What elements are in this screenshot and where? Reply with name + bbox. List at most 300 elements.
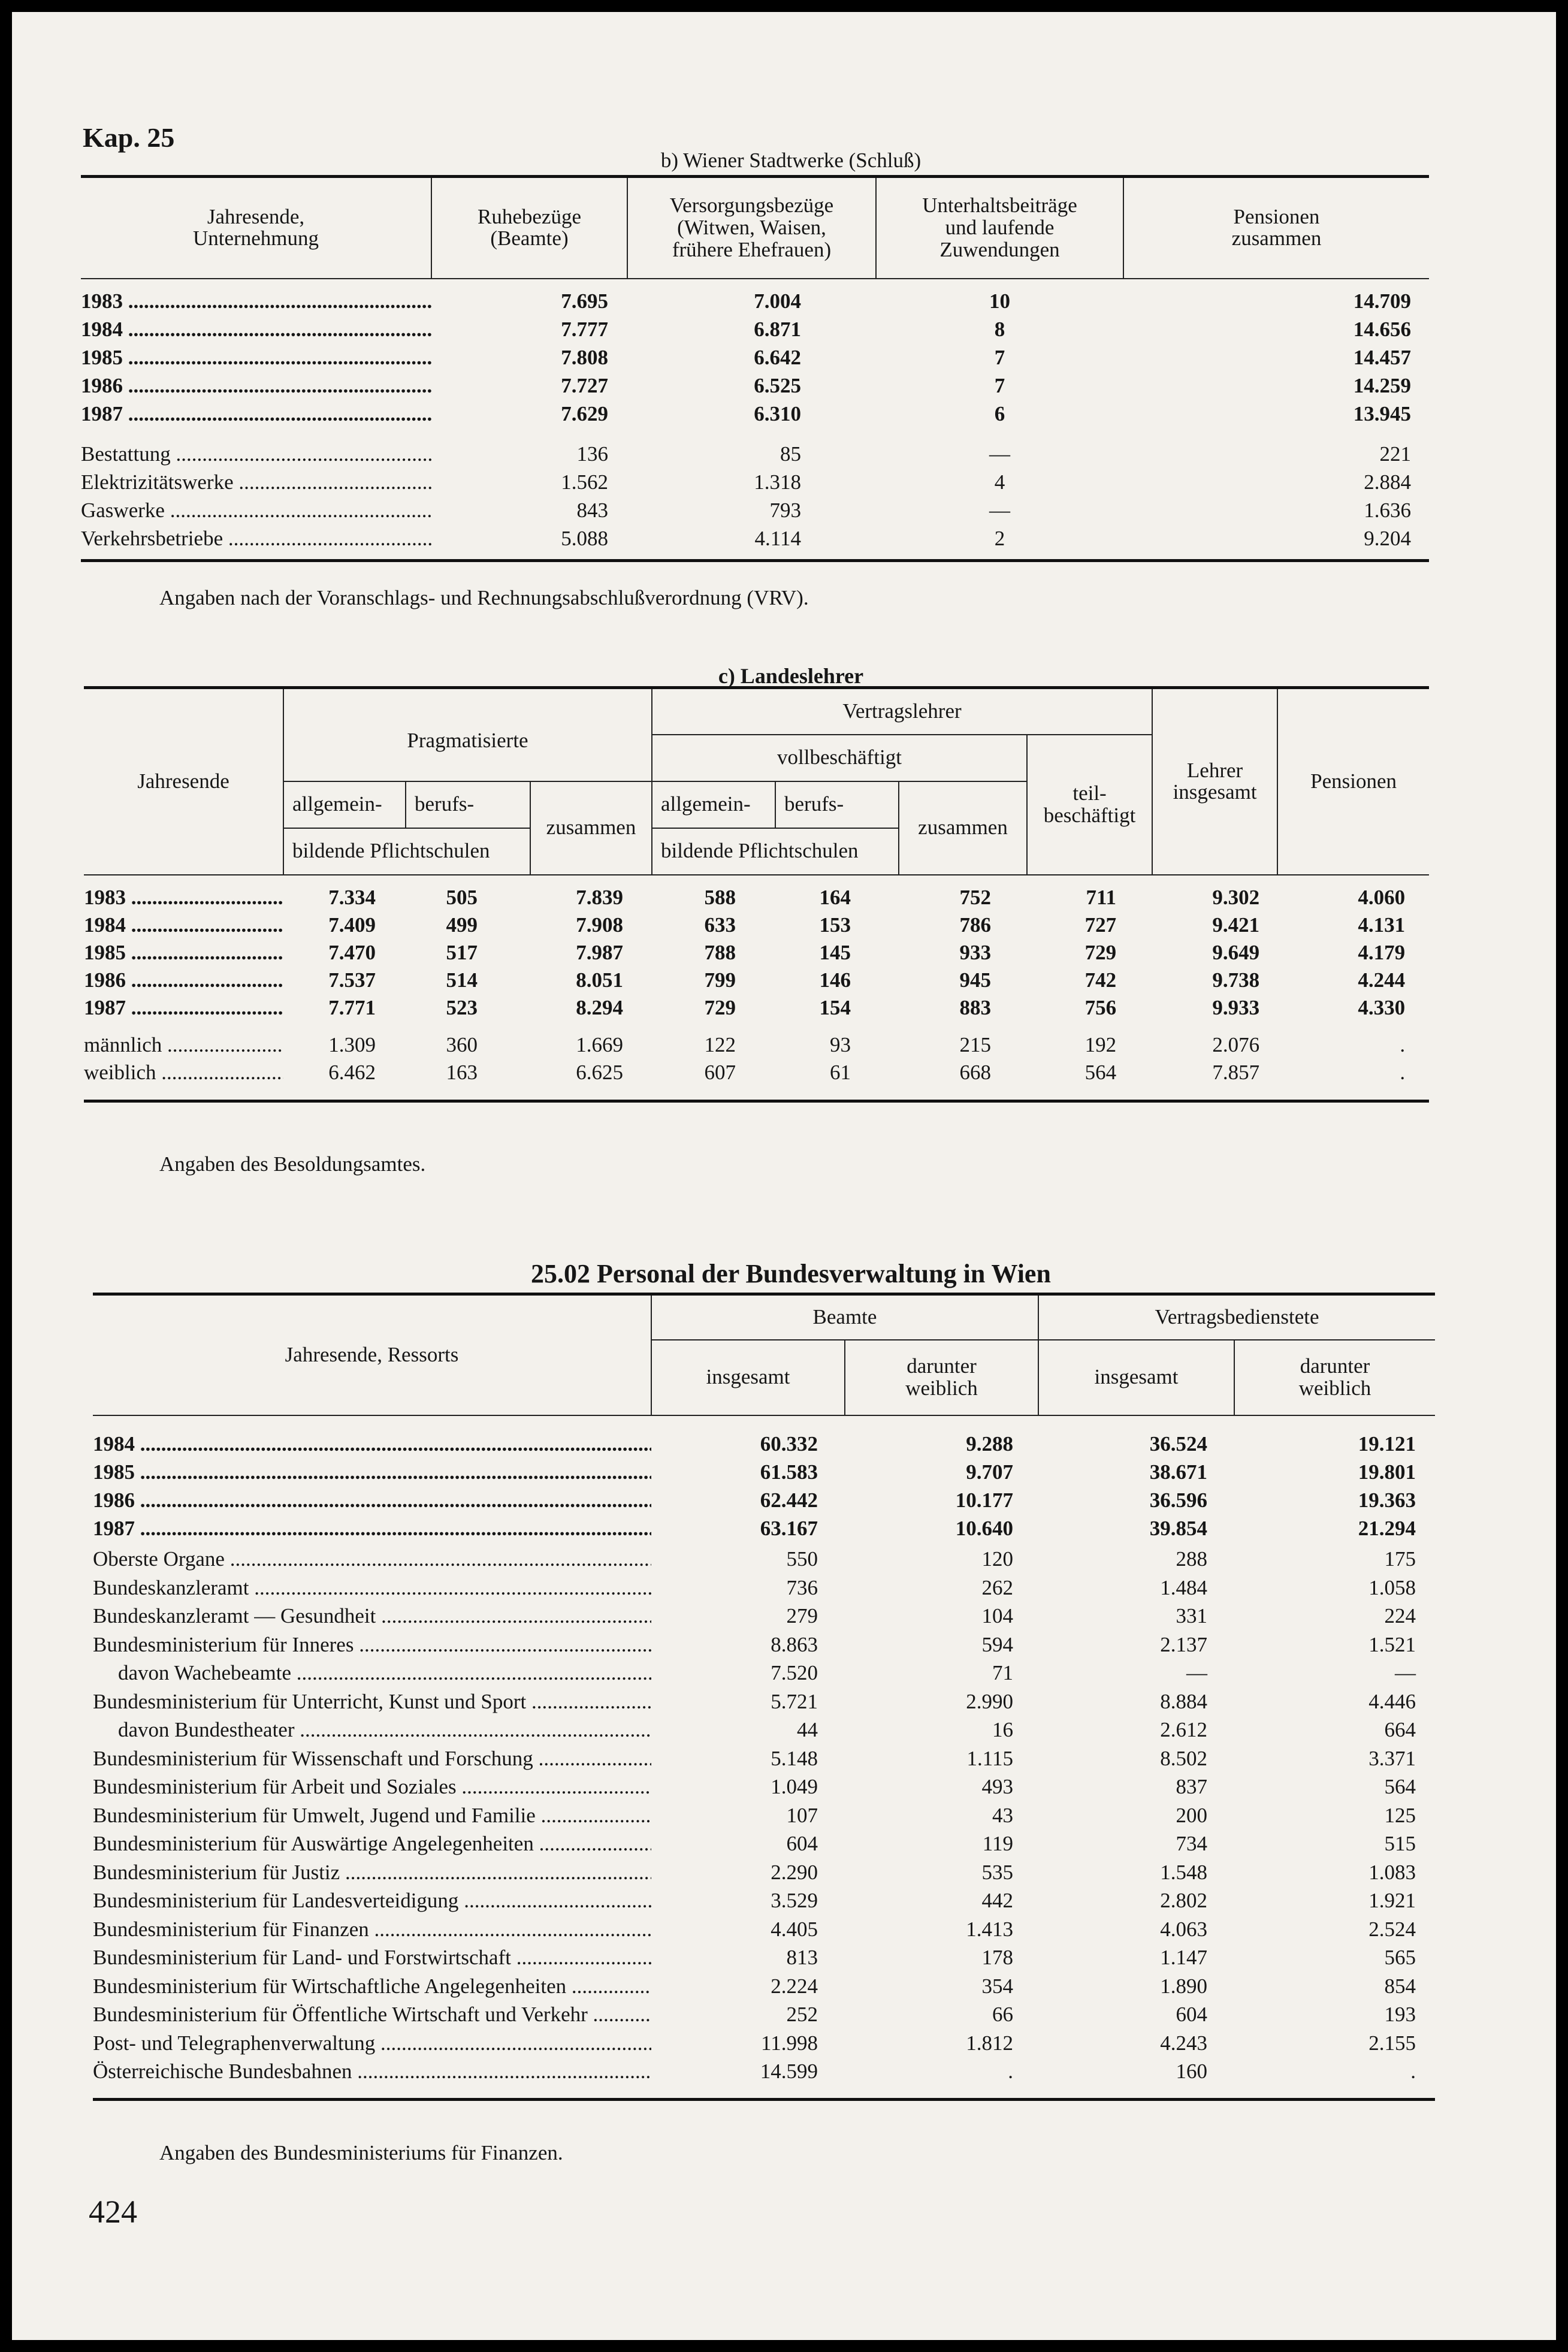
- table-cell: 7.004: [754, 289, 801, 313]
- col-header-teilbeschaeftigt: teil- beschäftigt: [1027, 735, 1152, 875]
- chapter-label: Kap. 25: [83, 122, 175, 153]
- table-cell: 4.060: [1358, 885, 1406, 909]
- table-cell: 146: [819, 968, 851, 992]
- table-cell: 6.642: [754, 346, 801, 369]
- table-row: [93, 1801, 1435, 1830]
- table-cell: 60.332: [760, 1432, 818, 1456]
- table-cell: 1.484: [1160, 1575, 1207, 1599]
- table-cell: 1.049: [771, 1775, 818, 1799]
- table-cell: 153: [819, 913, 851, 937]
- table-cell: 61.583: [760, 1460, 818, 1484]
- table-cell: 9.707: [966, 1460, 1013, 1484]
- table-cell: 16: [992, 1718, 1013, 1742]
- table-cell: 14.709: [1353, 289, 1411, 313]
- row-label: Bundesministerium für Land- und Forstwirtschaft .....: [93, 1944, 651, 1973]
- table-cell: 193: [1384, 2003, 1416, 2027]
- table-cell: —: [989, 442, 1010, 466]
- table-cell: 8.051: [576, 968, 624, 992]
- row-label: 1987 .....: [93, 1515, 651, 1543]
- table-cell: 4.330: [1358, 995, 1406, 1019]
- table-cell: 1.669: [576, 1032, 624, 1056]
- table-cell: 6.525: [754, 374, 801, 397]
- table-cell: 19.363: [1358, 1489, 1416, 1512]
- table-cell: 44: [797, 1718, 818, 1742]
- table-cell: 14.656: [1353, 318, 1411, 341]
- col-header-vertragslehrer: Vertragslehrer: [652, 688, 1152, 735]
- table-cell: 813: [786, 1946, 818, 1970]
- table-cell: 2.524: [1368, 1917, 1416, 1941]
- table-cell: 7.629: [561, 402, 608, 425]
- table-cell: —: [989, 499, 1010, 522]
- table-cell: 4.063: [1160, 1917, 1207, 1941]
- table-cell: 7.857: [1212, 1060, 1260, 1084]
- table-cell: 164: [819, 885, 851, 909]
- table-cell: 5.088: [561, 527, 608, 550]
- col-header-beamte: Beamte: [651, 1294, 1038, 1340]
- table-cell: 2.802: [1160, 1889, 1207, 1913]
- table-row: [84, 939, 1429, 967]
- table-cell: 93: [830, 1032, 851, 1056]
- table-cell: 10.177: [955, 1489, 1013, 1512]
- table-cell: 565: [1384, 1946, 1416, 1970]
- row-label: Bundesministerium für Finanzen .....: [93, 1915, 651, 1944]
- table-cell: 729: [1084, 940, 1117, 964]
- table-cell: 515: [1384, 1832, 1416, 1856]
- table-cell: 4.446: [1368, 1689, 1416, 1713]
- table-cell: 6.310: [754, 402, 801, 425]
- row-label: 1984 .....: [93, 1430, 651, 1459]
- table-cell: 5.721: [771, 1689, 818, 1713]
- table-cell: 38.671: [1149, 1460, 1207, 1484]
- table-cell: 2.290: [771, 1860, 818, 1884]
- table-cell: 119: [982, 1832, 1013, 1856]
- table-cell: 36.524: [1149, 1432, 1207, 1456]
- table-cell: 13.945: [1353, 402, 1411, 425]
- table-cell: 11.998: [761, 2031, 818, 2055]
- row-label: Bundeskanzleramt .....: [93, 1574, 651, 1602]
- table-cell: 604: [1176, 2003, 1207, 2027]
- table-cell: 514: [446, 968, 478, 992]
- table-row: [81, 344, 1429, 372]
- table-cell: 564: [1084, 1060, 1117, 1084]
- col-header-insgesamt: insgesamt: [1038, 1340, 1234, 1415]
- table-row: [81, 525, 1429, 553]
- col-header-zusammen: zusammen: [899, 781, 1027, 875]
- row-label: Bundesministerium für Inneres .....: [93, 1631, 651, 1659]
- table-cell: 7.908: [576, 913, 624, 937]
- table-cell: 262: [981, 1575, 1013, 1599]
- table-cell: 200: [1176, 1803, 1207, 1827]
- table-cell: 6: [994, 402, 1005, 425]
- table-cell: 71: [992, 1661, 1013, 1685]
- table-row: [84, 994, 1429, 1022]
- table-cell: 523: [446, 995, 478, 1019]
- table-cell: 505: [446, 885, 478, 909]
- row-label: davon Bundestheater .....: [93, 1716, 651, 1745]
- col-header: Ruhebezüge (Beamte): [431, 177, 627, 279]
- table-cell: 4.243: [1160, 2031, 1207, 2055]
- table-cell: 742: [1084, 968, 1117, 992]
- table-cell: 756: [1084, 995, 1117, 1019]
- row-label: weiblich .....: [84, 1059, 283, 1086]
- col-header-pragmatisierte: Pragmatisierte: [283, 688, 652, 781]
- table-cell: 8: [994, 318, 1005, 341]
- row-label: männlich .....: [84, 1031, 283, 1059]
- table-cell: 1.147: [1160, 1946, 1207, 1970]
- table-cell: 854: [1384, 1974, 1416, 1998]
- col-header-insgesamt: insgesamt: [651, 1340, 845, 1415]
- row-label: Bundesministerium für Öffentliche Wirtschaft und Verkehr .....: [93, 2001, 651, 2030]
- row-label: 1984 .....: [84, 911, 283, 939]
- table-cell: 752: [959, 885, 992, 909]
- table-cell: 7.695: [561, 289, 608, 313]
- table-cell: 163: [446, 1060, 478, 1084]
- table-cell: 2: [994, 527, 1005, 550]
- table-cell: 1.636: [1364, 499, 1411, 522]
- table-row: [81, 288, 1429, 316]
- table-cell: 14.457: [1353, 346, 1411, 369]
- table-cell: 7.537: [328, 968, 376, 992]
- table-cell: 7.777: [561, 318, 608, 341]
- table-row: [84, 967, 1429, 994]
- table-cell: 5.148: [771, 1746, 818, 1770]
- table-cell: 360: [446, 1032, 478, 1056]
- table-cell: 8.863: [771, 1632, 818, 1656]
- table-row: [93, 1459, 1435, 1487]
- table-cell: 1.083: [1368, 1860, 1416, 1884]
- table-cell: 288: [1176, 1547, 1207, 1571]
- col-header-ressorts: Jahresende, Ressorts: [93, 1294, 651, 1415]
- table-cell: 9.204: [1364, 527, 1411, 550]
- table-cell: 2.155: [1368, 2031, 1416, 2055]
- table-cell: 788: [704, 940, 736, 964]
- row-label: Bundeskanzleramt — Gesundheit .....: [93, 1602, 651, 1631]
- table-cell: 727: [1084, 913, 1117, 937]
- table-row: [93, 1659, 1435, 1688]
- table-cell: 120: [981, 1547, 1013, 1571]
- table-cell: 9.421: [1212, 913, 1260, 937]
- table-cell: 442: [981, 1889, 1013, 1913]
- table-row: [81, 469, 1429, 497]
- table-cell: 1.548: [1160, 1860, 1207, 1884]
- table-row: [81, 497, 1429, 525]
- table-cell: 136: [576, 442, 608, 466]
- table-row: [93, 2058, 1435, 2087]
- col-header-darunter-weiblich: darunter weiblich: [1234, 1340, 1435, 1415]
- table-cell: 734: [1176, 1832, 1207, 1856]
- col-header-bildende: bildende Pflichtschulen: [283, 828, 530, 875]
- table-cell: 62.442: [760, 1489, 818, 1512]
- table-cell: .: [1008, 2060, 1013, 2084]
- table-cell: 633: [704, 913, 736, 937]
- table-cell: 3.371: [1368, 1746, 1416, 1770]
- table-cell: 2.137: [1160, 1632, 1207, 1656]
- table-cell: 1.115: [966, 1746, 1013, 1770]
- table-cell: 2.076: [1212, 1032, 1260, 1056]
- table-cell: 331: [1176, 1604, 1207, 1628]
- table-cell: 107: [786, 1803, 818, 1827]
- table-cell: 19.801: [1358, 1460, 1416, 1484]
- table-row: [93, 1944, 1435, 1973]
- table-row: [84, 884, 1429, 911]
- table-cell: 883: [959, 995, 992, 1019]
- table-cell: 588: [704, 885, 736, 909]
- table-cell: 7.409: [328, 913, 376, 937]
- table-cell: 711: [1086, 885, 1117, 909]
- table-cell: 2.990: [966, 1689, 1013, 1713]
- table-cell: 8.884: [1160, 1689, 1207, 1713]
- table-row: [81, 440, 1429, 469]
- table-25-02-title: 25.02 Personal der Bundesverwaltung in Wien: [531, 1259, 1051, 1288]
- table-row: [93, 1972, 1435, 2001]
- table-cell: 192: [1084, 1032, 1117, 1056]
- col-header-darunter-weiblich: darunter weiblich: [845, 1340, 1038, 1415]
- col-header: Versorgungsbezüge (Witwen, Waisen, frühere Ehefrauen): [627, 177, 876, 279]
- table-row: [93, 2029, 1435, 2058]
- table-cell: .: [1400, 1060, 1406, 1084]
- table-cell: 7.520: [771, 1661, 818, 1685]
- col-header: Pensionen zusammen: [1123, 177, 1429, 279]
- table-cell: 535: [981, 1860, 1013, 1884]
- table-cell: 10: [989, 289, 1010, 313]
- table-cell: 354: [981, 1974, 1013, 1998]
- table-row: [84, 911, 1429, 939]
- table-b-note: Angaben nach der Voranschlags- und Rechnungsabschlußverordnung (VRV).: [159, 586, 809, 609]
- col-header-berufs: berufs-: [775, 781, 899, 828]
- col-header-vollbeschaeftigt: vollbeschäftigt: [652, 735, 1027, 781]
- table-cell: 85: [780, 442, 801, 466]
- table-cell: 837: [1176, 1775, 1207, 1799]
- table-cell: 9.933: [1212, 995, 1260, 1019]
- row-label: Bestattung .....: [81, 440, 431, 469]
- row-label: 1987 .....: [81, 400, 431, 428]
- table-row: [93, 1687, 1435, 1716]
- row-label: 1986 .....: [93, 1487, 651, 1515]
- table-cell: 6.871: [754, 318, 801, 341]
- table-cell: 7: [994, 346, 1005, 369]
- row-label: Bundesministerium für Wissenschaft und Forschung .....: [93, 1744, 651, 1773]
- table-cell: 664: [1384, 1718, 1416, 1742]
- table-row: [93, 1915, 1435, 1944]
- table-cell: 215: [959, 1032, 992, 1056]
- table-row: [84, 1031, 1429, 1059]
- table-cell: 2.224: [771, 1974, 818, 1998]
- table-row: [93, 1545, 1435, 1574]
- row-label: 1985 .....: [93, 1459, 651, 1487]
- table-cell: 493: [981, 1775, 1013, 1799]
- row-label: Verkehrsbetriebe .....: [81, 525, 431, 553]
- row-label: 1985 .....: [81, 344, 431, 372]
- col-header-vertragsbedienstete: Vertragsbedienstete: [1038, 1294, 1435, 1340]
- row-label: Bundesministerium für Arbeit und Soziales .....: [93, 1773, 651, 1802]
- table-cell: 252: [786, 2003, 818, 2027]
- row-label: Elektrizitätswerke .....: [81, 469, 431, 497]
- table-cell: 799: [704, 968, 736, 992]
- table-cell: 178: [981, 1946, 1013, 1970]
- table-row: [93, 1602, 1435, 1631]
- table-cell: 604: [786, 1832, 818, 1856]
- row-label: Bundesministerium für Wirtschaftliche Angelegenheiten .....: [93, 1972, 651, 2001]
- row-label: Bundesministerium für Umwelt, Jugend und Familie .....: [93, 1801, 651, 1830]
- table-row: [81, 316, 1429, 344]
- table-cell: 21.294: [1358, 1517, 1416, 1540]
- table-cell: 7.727: [561, 374, 608, 397]
- row-label: Bundesministerium für Unterricht, Kunst und Sport .....: [93, 1687, 651, 1716]
- col-header-lehrer-insgesamt: Lehrer insgesamt: [1152, 688, 1277, 875]
- table-cell: 1.921: [1368, 1889, 1416, 1913]
- table-cell: 7: [994, 374, 1005, 397]
- table-c: [84, 686, 1429, 1103]
- table-cell: 517: [446, 940, 478, 964]
- table-cell: 7.771: [328, 995, 376, 1019]
- col-header-zusammen: zusammen: [530, 781, 652, 875]
- table-row: [93, 1887, 1435, 1916]
- table-cell: 7.334: [328, 885, 376, 909]
- table-cell: 36.596: [1149, 1489, 1207, 1512]
- table-cell: 66: [992, 2003, 1013, 2027]
- row-label: 1984 .....: [81, 316, 431, 344]
- table-cell: 10.640: [955, 1517, 1013, 1540]
- table-row: [93, 1574, 1435, 1602]
- col-header-allgemein: allgemein-: [283, 781, 406, 828]
- table-cell: 6.462: [328, 1060, 376, 1084]
- table-cell: 14.259: [1353, 374, 1411, 397]
- table-cell: 1.413: [966, 1917, 1013, 1941]
- table-cell: 61: [830, 1060, 851, 1084]
- row-label: Gaswerke .....: [81, 497, 431, 525]
- table-cell: 4.244: [1358, 968, 1406, 992]
- table-cell: 1.058: [1368, 1575, 1416, 1599]
- row-label: davon Wachebeamte .....: [93, 1659, 651, 1688]
- table-cell: 4: [994, 470, 1005, 494]
- col-header: Jahresende, Unternehmung: [81, 177, 431, 279]
- table-cell: 1.562: [561, 470, 608, 494]
- table-cell: 104: [981, 1604, 1013, 1628]
- table-cell: 1.890: [1160, 1974, 1207, 1998]
- table-cell: 7.808: [561, 346, 608, 369]
- document-page: [12, 12, 1556, 2340]
- table-cell: 4.131: [1358, 913, 1406, 937]
- row-label: Österreichische Bundesbahnen .....: [93, 2058, 651, 2087]
- table-cell: 9.288: [966, 1432, 1013, 1456]
- table-cell: 843: [576, 499, 608, 522]
- table-row: [93, 1631, 1435, 1659]
- table-cell: 1.812: [966, 2031, 1013, 2055]
- table-cell: 933: [959, 940, 992, 964]
- table-cell: 2.884: [1364, 470, 1411, 494]
- col-header-pensionen: Pensionen: [1277, 688, 1429, 875]
- table-cell: 154: [819, 995, 851, 1019]
- table-row: [93, 1744, 1435, 1773]
- table-cell: —: [1395, 1661, 1416, 1685]
- table-cell: 550: [786, 1547, 818, 1571]
- table-cell: 14.599: [760, 2060, 818, 2084]
- table-cell: .: [1410, 2060, 1416, 2084]
- row-label: 1983 .....: [84, 884, 283, 911]
- table-cell: 19.121: [1358, 1432, 1416, 1456]
- row-label: 1985 .....: [84, 939, 283, 967]
- table-cell: 2.612: [1160, 1718, 1207, 1742]
- table-cell: 594: [981, 1632, 1013, 1656]
- row-label: 1986 .....: [84, 967, 283, 994]
- table-cell: .: [1400, 1032, 1406, 1056]
- table-cell: 145: [819, 940, 851, 964]
- table-cell: 793: [769, 499, 801, 522]
- table-row: [81, 372, 1429, 400]
- table-cell: 564: [1384, 1775, 1416, 1799]
- table-cell: 4.405: [771, 1917, 818, 1941]
- col-header-bildende: bildende Pflichtschulen: [652, 828, 899, 875]
- table-row: [93, 1515, 1435, 1543]
- table-c-note: Angaben des Besoldungsamtes.: [159, 1152, 426, 1176]
- table-cell: 8.502: [1160, 1746, 1207, 1770]
- table-cell: 668: [959, 1060, 992, 1084]
- row-label: Bundesministerium für Justiz .....: [93, 1858, 651, 1887]
- table-cell: 729: [704, 995, 736, 1019]
- row-label: Post- und Telegraphenverwaltung .....: [93, 2029, 651, 2058]
- table-row: [93, 1487, 1435, 1515]
- table-25-02-note: Angaben des Bundesministeriums für Finanzen.: [159, 2141, 563, 2164]
- row-label: Bundesministerium für Landesverteidigung .....: [93, 1887, 651, 1916]
- table-cell: 786: [959, 913, 992, 937]
- table-cell: 3.529: [771, 1889, 818, 1913]
- table-c-title: c) Landeslehrer: [718, 664, 864, 688]
- row-label: Bundesministerium für Auswärtige Angelegenheiten .....: [93, 1830, 651, 1859]
- table-row: [93, 1773, 1435, 1802]
- table-cell: 4.179: [1358, 940, 1406, 964]
- table-cell: 122: [704, 1032, 736, 1056]
- table-row: [93, 1430, 1435, 1459]
- row-label: 1987 .....: [84, 994, 283, 1022]
- table-cell: 1.318: [754, 470, 801, 494]
- table-cell: 9.649: [1212, 940, 1260, 964]
- table-cell: 224: [1384, 1604, 1416, 1628]
- table-cell: 39.854: [1149, 1517, 1207, 1540]
- table-cell: 7.839: [576, 885, 624, 909]
- table-row: [84, 1059, 1429, 1086]
- col-header-jahresende: Jahresende: [84, 688, 283, 875]
- table-cell: 8.294: [576, 995, 624, 1019]
- col-header-allgemein: allgemein-: [652, 781, 775, 828]
- table-cell: 4.114: [754, 527, 801, 550]
- table-cell: 279: [786, 1604, 818, 1628]
- table-cell: 175: [1384, 1547, 1416, 1571]
- row-label: 1983 .....: [81, 288, 431, 316]
- table-cell: 160: [1176, 2060, 1207, 2084]
- table-cell: 607: [704, 1060, 736, 1084]
- row-label: 1986 .....: [81, 372, 431, 400]
- table-row: [93, 1716, 1435, 1745]
- page-number: 424: [89, 2194, 137, 2230]
- col-header: Unterhaltsbeiträge und laufende Zuwendungen: [876, 177, 1123, 279]
- table-row: [93, 1830, 1435, 1859]
- table-cell: 7.987: [576, 940, 624, 964]
- table-cell: 7.470: [328, 940, 376, 964]
- row-label: Oberste Organe .....: [93, 1545, 651, 1574]
- table-cell: 9.738: [1212, 968, 1260, 992]
- table-cell: 125: [1384, 1803, 1416, 1827]
- table-cell: 221: [1379, 442, 1411, 466]
- table-cell: 1.521: [1368, 1632, 1416, 1656]
- table-b-title: b) Wiener Stadtwerke (Schluß): [660, 149, 922, 172]
- table-cell: —: [1186, 1661, 1207, 1685]
- table-25-02: [93, 1293, 1435, 2101]
- table-cell: 6.625: [576, 1060, 624, 1084]
- table-cell: 499: [446, 913, 478, 937]
- table-row: [93, 1858, 1435, 1887]
- table-cell: 945: [959, 968, 992, 992]
- table-row: [81, 400, 1429, 428]
